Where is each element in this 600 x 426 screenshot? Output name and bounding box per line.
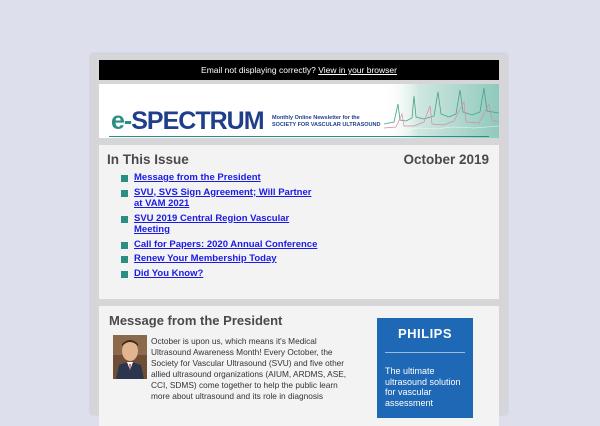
philips-brand: PHILIPS [397,326,453,341]
toc-heading: In This Issue [107,152,189,167]
toc-link-call-for-papers[interactable]: Call for Papers: 2020 Annual Conference [134,238,318,250]
toc-item [121,213,321,236]
newsletter-banner [99,84,499,138]
bullet-square-icon [121,216,128,223]
bullet-square-icon [121,271,128,278]
article-panel [99,306,499,426]
philips-ad[interactable] [377,318,473,418]
issue-date: October 2019 [403,152,489,167]
e-spectrum-logo [111,106,264,136]
ad-divider [385,352,465,353]
logo-e-text: e- [111,107,132,135]
toc-item [121,187,321,210]
article-title: Message from the President [109,313,283,328]
toc-link-president[interactable]: Message from the President [134,172,261,183]
toc-list [121,172,321,282]
president-photo [113,335,147,379]
logo-spectrum-text: SPECTRUM [131,107,264,135]
email-topbar [99,60,499,80]
bullet-square-icon [121,256,128,263]
toc-item [121,172,321,184]
view-in-browser-link[interactable]: View in your browser [318,65,397,75]
article-body: October is upon us, which means it's Medical Ultrasound Awareness Month! Every October, the Society for Vascular Ultrasound (SVU) and five other allied ultrasound organizations (AIUM, ARDMS, ASE, CCI, SDMS) come together to help the public learn more about ultrasound and its role in diagnosis [151,336,347,401]
topbar-text: Email not displaying correctly? [201,65,316,75]
bullet-square-icon [121,175,128,182]
toc-link-did-you-know[interactable]: Did You Know? [134,267,204,279]
bullet-square-icon [121,190,128,197]
bullet-square-icon [121,242,128,249]
in-this-issue-panel [99,145,499,299]
toc-item [121,239,321,251]
toc-link-central-region[interactable]: SVU 2019 Central Region Vascular Meeting [134,212,290,235]
tagline-line-2: SOCIETY FOR VASCULAR ULTRASOUND [272,122,381,128]
email-container [91,54,507,414]
ad-copy: The ultimate ultrasound solution for vascular assessment [385,366,461,408]
ultrasound-waveform-graphic [384,84,499,138]
banner-divider [109,136,489,137]
toc-item [121,268,321,280]
toc-link-renew-membership[interactable]: Renew Your Membership Today [134,253,277,264]
tagline-line-1: Monthly Online Newsletter for the [272,115,360,121]
toc-link-svs-agreement[interactable]: SVU, SVS Sign Agreement; Will Partner at VAM 2021 [134,186,312,209]
toc-item [121,253,321,265]
